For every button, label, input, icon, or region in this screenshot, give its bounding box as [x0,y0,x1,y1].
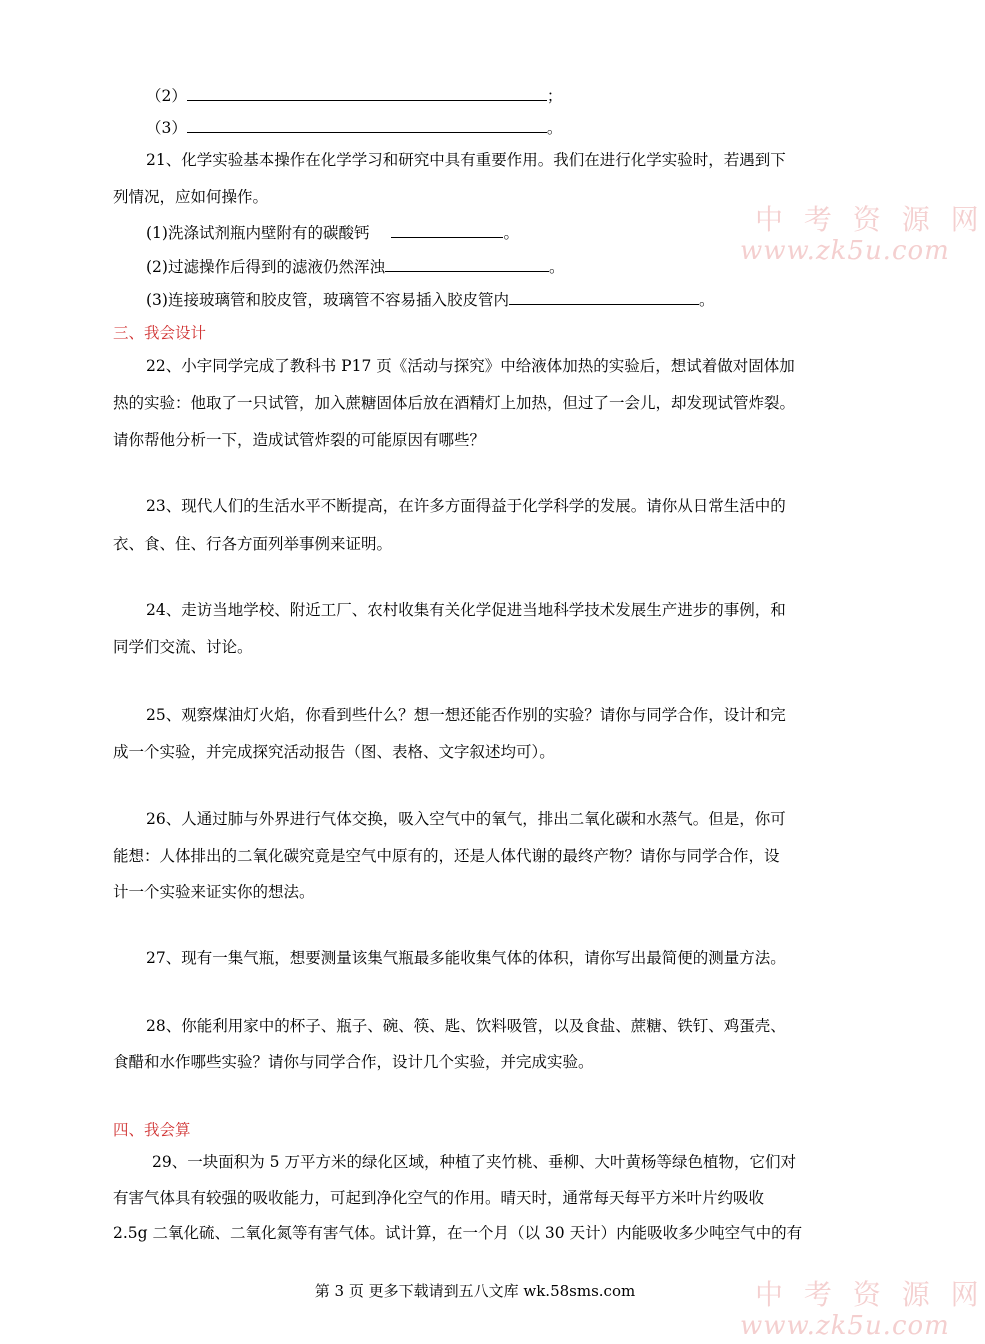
q23-text-1: 23、现代人们的生活水平不断提高，在许多方面得益于化学科学的发展。请你从日常生活中的 [146,497,786,515]
answer-blank[interactable] [509,290,699,305]
section-heading-3: 三、我会设计 [113,324,207,342]
item-label: （3） [146,119,187,137]
q25-text-1: 25、观察煤油灯火焰，你看到些什么？想一想还能否作别的实验？请你与同学合作，设计和完 [146,706,786,724]
answer-blank[interactable] [187,86,547,101]
q21-item-2 [146,257,564,277]
answer-blank[interactable] [391,223,503,238]
answer-blank[interactable] [385,257,549,272]
section-heading-4: 四、我会算 [113,1121,191,1139]
q21-text-1: 21、化学实验基本操作在化学学习和研究中具有重要作用。我们在进行化学实验时，若遇到下 [146,151,786,169]
q21-item-1 [146,223,519,243]
q22-text-2: 热的实验：他取了一只试管，加入蔗糖固体后放在酒精灯上加热，但过了一会儿，却发现试管炸裂。 [113,394,796,412]
q26-text-3: 计一个实验来证实你的想法。 [113,883,315,901]
q29-text-2: 有害气体具有较强的吸收能力，可起到净化空气的作用。晴天时，通常每天每平方米叶片约吸收 [113,1189,765,1207]
q28-text-1: 28、你能利用家中的杯子、瓶子、碗、筷、匙、饮料吸管，以及食盐、蔗糖、铁钉、鸡蛋壳、 [146,1017,786,1035]
item-label: （2） [146,87,187,105]
item-text: (3)连接玻璃管和胶皮管，玻璃管不容易插入胶皮管内 [146,291,509,309]
q23-text-2: 衣、食、住、行各方面列举事例来证明。 [113,535,393,553]
item-text: (2)过滤操作后得到的滤液仍然浑浊 [146,258,385,276]
punct: ； [546,87,563,105]
q20-item-3 [146,118,562,138]
punct: 。 [546,119,563,137]
punct: 。 [548,258,565,276]
watermark-text-bottom: 中 考 资 源 网 [755,1278,985,1311]
q21-text-2: 列情况，应如何操作。 [113,188,269,206]
q29-text-3: 2.5g 二氧化硫、二氧化氮等有害气体。试计算，在一个月（以 30 天计）内能吸收多少吨空气中的有 [113,1224,803,1242]
q26-text-1: 26、人通过肺与外界进行气体交换，吸入空气中的氧气，排出二氧化碳和水蒸气。但是，你可 [146,810,786,828]
q29-text-1: 29、一块面积为 5 万平方米的绿化区域，种植了夹竹桃、垂柳、大叶黄杨等绿色植物，它们对 [152,1153,796,1171]
page-footer: 第 3 页 更多下载请到五八文库 wk.58sms.com [314,1282,636,1300]
q25-text-2: 成一个实验，并完成探究活动报告（图、表格、文字叙述均可）。 [113,743,555,761]
q22-text-1: 22、小宇同学完成了教科书 P17 页《活动与探究》中给液体加热的实验后，想试着做对固体加 [146,357,795,375]
q22-text-3: 请你帮他分析一下，造成试管炸裂的可能原因有哪些？ [113,431,486,449]
watermark-url-bottom: www.zk5u.com [740,1311,950,1341]
watermark-url: www.zk5u.com [740,236,950,266]
q24-text-2: 同学们交流、讨论。 [113,638,253,656]
q28-text-2: 食醋和水作哪些实验？请你与同学合作，设计几个实验，并完成实验。 [113,1053,594,1071]
punct: 。 [698,291,715,309]
answer-blank[interactable] [187,118,547,133]
punct: 。 [503,224,519,242]
q24-text-1: 24、走访当地学校、附近工厂、农村收集有关化学促进当地科学技术发展生产进步的事例，和 [146,601,786,619]
item-text: (1)洗涤试剂瓶内壁附有的碳酸钙 [146,224,370,242]
q20-item-2 [146,86,562,106]
q26-text-2: 能想：人体排出的二氧化碳究竟是空气中原有的，还是人体代谢的最终产物？请你与同学合作，设 [113,847,780,865]
q21-item-3 [146,290,714,310]
watermark-text: 中 考 资 源 网 [755,203,985,236]
q27-text: 27、现有一集气瓶，想要测量该集气瓶最多能收集气体的体积，请你写出最简便的测量方法。 [146,949,786,967]
